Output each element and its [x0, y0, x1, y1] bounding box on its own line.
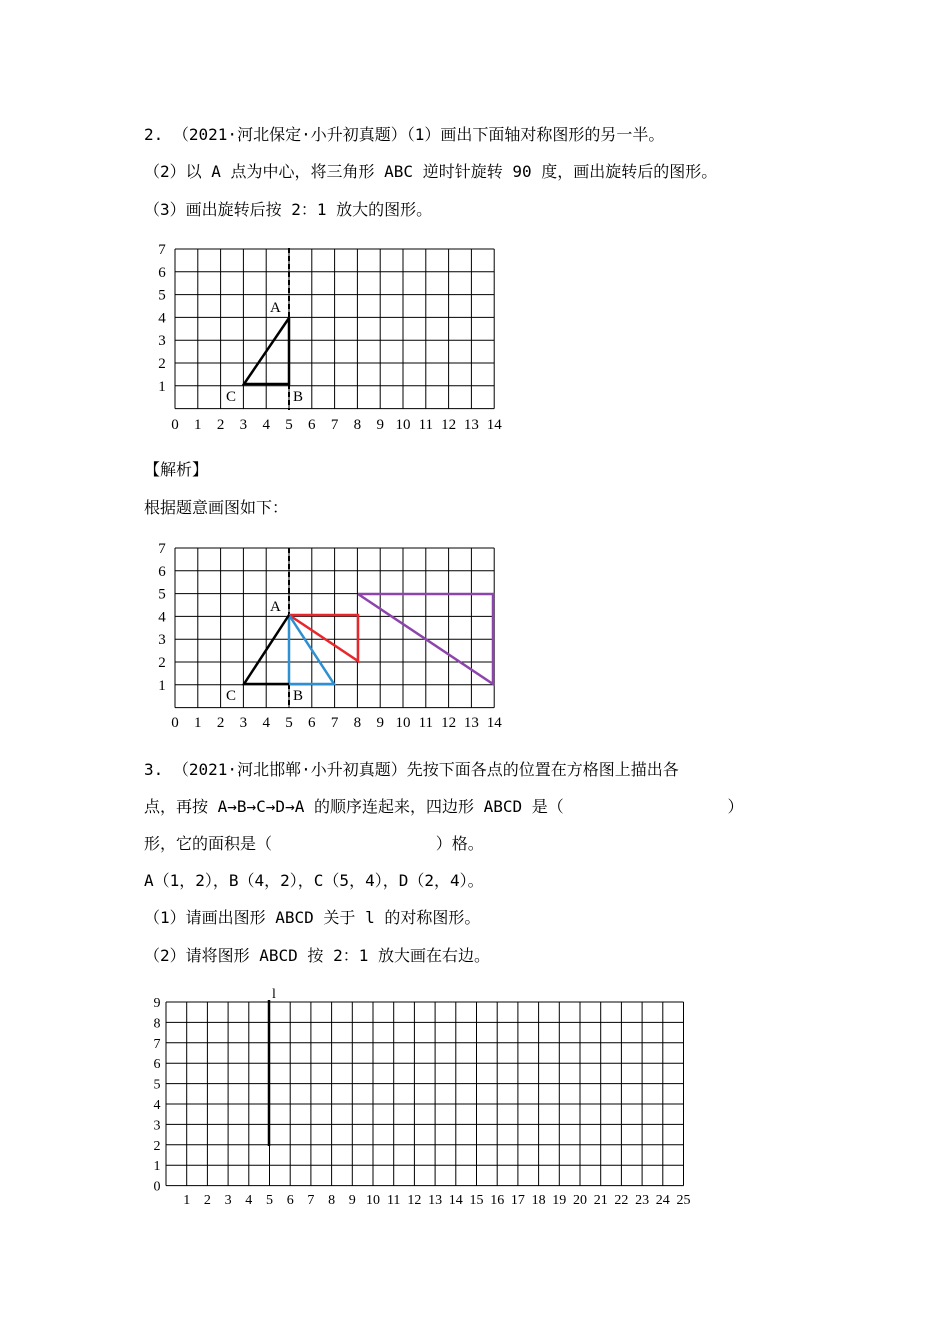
- q3-x-tick-label: 19: [552, 1193, 567, 1208]
- answer-x-tick-label: 11: [418, 715, 434, 731]
- answer-label-a: A: [270, 599, 281, 615]
- q3-x-tick-label: 17: [510, 1193, 525, 1208]
- q3-x-tick-label: 1: [183, 1193, 191, 1208]
- q3-y-tick-label: 3: [153, 1118, 161, 1134]
- q3-y-tick-label: 9: [153, 996, 161, 1011]
- answer-x-tick-label: 0: [171, 715, 179, 731]
- q2-y-tick-label: 2: [158, 356, 166, 372]
- q2-label-a: A: [270, 300, 281, 316]
- q2-y-tick-label: 4: [158, 310, 166, 327]
- q2-label-b: B: [293, 389, 304, 405]
- q2-x-tick-label: 4: [262, 417, 270, 433]
- answer-x-tick-label: 13: [463, 715, 479, 731]
- answer-rotated-triangle: [289, 615, 334, 684]
- q2-x-tick-label: 5: [285, 417, 293, 433]
- q2-x-tick-label: 0: [171, 417, 179, 433]
- q3-y-tick-label: 1: [153, 1159, 161, 1175]
- q3-x-tick-label: 22: [614, 1193, 629, 1208]
- answer-enlarged-triangle: [289, 615, 358, 661]
- q2-label-c: C: [226, 389, 237, 405]
- q3-x-tick-label: 21: [593, 1193, 608, 1208]
- answer-y-tick-label: 4: [158, 609, 166, 626]
- q2-y-tick-label: 1: [158, 378, 166, 395]
- q3-x-tick-label: 23: [635, 1193, 650, 1208]
- q2-x-tick-label: 9: [376, 417, 384, 433]
- answer-x-tick-label: 8: [353, 715, 362, 731]
- answer-reference-triangle: [358, 594, 493, 684]
- q3-y-tick-label: 5: [153, 1077, 161, 1093]
- q2-y-tick-label: 5: [158, 287, 166, 304]
- q2-x-tick-label: 7: [330, 417, 339, 433]
- answer-original-triangle: [244, 615, 289, 684]
- q2-y-tick-label: 6: [158, 264, 166, 281]
- q2-x-tick-label: 3: [239, 417, 248, 433]
- answer-x-tick-label: 10: [395, 715, 411, 731]
- q3-line-l-label: l: [272, 987, 276, 1002]
- q3-y-tick-label: 6: [153, 1057, 161, 1073]
- q3-x-tick-label: 7: [307, 1193, 315, 1208]
- answer-x-tick-label: 5: [285, 715, 293, 731]
- answer-label-c: C: [226, 688, 237, 704]
- q3-x-tick-label: 10: [366, 1193, 380, 1208]
- q3-x-tick-label: 4: [245, 1193, 253, 1208]
- q3-x-tick-label: 18: [531, 1193, 546, 1208]
- q2-x-tick-label: 11: [418, 417, 434, 433]
- answer-x-tick-label: 3: [239, 715, 248, 731]
- q2-x-tick-label: 2: [216, 417, 225, 433]
- q2-x-tick-label: 1: [194, 417, 202, 433]
- q3-x-tick-label: 15: [469, 1193, 484, 1208]
- q2-x-tick-label: 8: [353, 417, 362, 433]
- q3-x-tick-label: 16: [490, 1193, 505, 1208]
- answer-y-tick-label: 3: [158, 632, 166, 649]
- q3-x-tick-label: 11: [386, 1193, 401, 1208]
- answer-y-tick-label: 5: [158, 586, 166, 603]
- q2-x-tick-label: 13: [463, 417, 479, 433]
- q2-x-tick-label: 10: [395, 417, 411, 433]
- answer-x-tick-label: 4: [262, 715, 270, 731]
- q3-x-tick-label: 8: [328, 1193, 336, 1208]
- q3-line1: 3. （2021·河北邯郸·小升初真题）先按下面各点的位置在方格图上描出各: [144, 760, 679, 779]
- q3-x-tick-label: 13: [428, 1193, 443, 1208]
- q3-x-tick-label: 2: [203, 1193, 211, 1208]
- answer-heading: 【解析】: [144, 460, 209, 479]
- q3-x-tick-label: 5: [266, 1193, 273, 1208]
- answer-y-tick-label: 6: [158, 563, 166, 580]
- answer-x-tick-label: 9: [376, 715, 384, 731]
- q2-y-tick-label: 7: [158, 242, 166, 258]
- answer-x-tick-label: 14: [486, 715, 502, 731]
- q2-x-tick-label: 14: [486, 417, 502, 433]
- answer-x-tick-label: 1: [194, 715, 202, 731]
- answer-x-tick-label: 7: [330, 715, 339, 731]
- answer-x-tick-label: 2: [216, 715, 225, 731]
- q3-y-tick-label: 0: [153, 1179, 161, 1195]
- q2-x-tick-label: 6: [308, 417, 316, 433]
- q3-line3: 形，它的面积是（ ）格。: [144, 834, 484, 853]
- q2-y-tick-label: 3: [158, 333, 166, 350]
- q3-x-tick-label: 9: [348, 1193, 356, 1208]
- q2-line1: 2. （2021·河北保定·小升初真题）（1）画出下面轴对称图形的另一半。: [144, 125, 665, 144]
- q2-x-tick-label: 12: [441, 417, 457, 433]
- q2-line2: （2）以 A 点为中心，将三角形 ABC 逆时针旋转 90 度，画出旋转后的图形。: [144, 162, 718, 181]
- answer-x-tick-label: 6: [308, 715, 316, 731]
- answer-text: 根据题意画图如下：: [144, 498, 289, 517]
- q3-y-tick-label: 4: [153, 1098, 161, 1113]
- q3-x-tick-label: 14: [448, 1193, 463, 1208]
- q3-line2: 点，再按 A→B→C→D→A 的顺序连起来，四边形 ABCD 是（ ）: [144, 797, 744, 816]
- q3-y-tick-label: 8: [153, 1016, 161, 1032]
- q3-x-tick-label: 20: [573, 1193, 587, 1208]
- answer-x-tick-label: 12: [441, 715, 457, 731]
- q3-line6: （2）请将图形 ABCD 按 2：1 放大画在右边。: [144, 946, 490, 965]
- answer-y-tick-label: 7: [158, 541, 166, 557]
- q3-line5: （1）请画出图形 ABCD 关于 l 的对称图形。: [144, 908, 481, 927]
- q3-x-tick-label: 24: [655, 1193, 670, 1208]
- q3-y-tick-label: 2: [153, 1138, 161, 1154]
- answer-label-b: B: [293, 688, 304, 704]
- q3-x-tick-label: 25: [676, 1193, 691, 1208]
- q2-triangle-abc: [244, 318, 289, 384]
- q2-line3: （3）画出旋转后按 2：1 放大的图形。: [144, 200, 433, 219]
- q3-x-tick-label: 6: [286, 1193, 294, 1208]
- q3-x-tick-label: 12: [407, 1193, 422, 1208]
- q3-x-tick-label: 3: [224, 1193, 232, 1208]
- q3-y-tick-label: 7: [153, 1036, 161, 1052]
- q3-line4: A（1，2），B（4，2），C（5，4），D（2，4）。: [144, 871, 484, 890]
- answer-y-tick-label: 1: [158, 677, 166, 694]
- answer-y-tick-label: 2: [158, 655, 166, 671]
